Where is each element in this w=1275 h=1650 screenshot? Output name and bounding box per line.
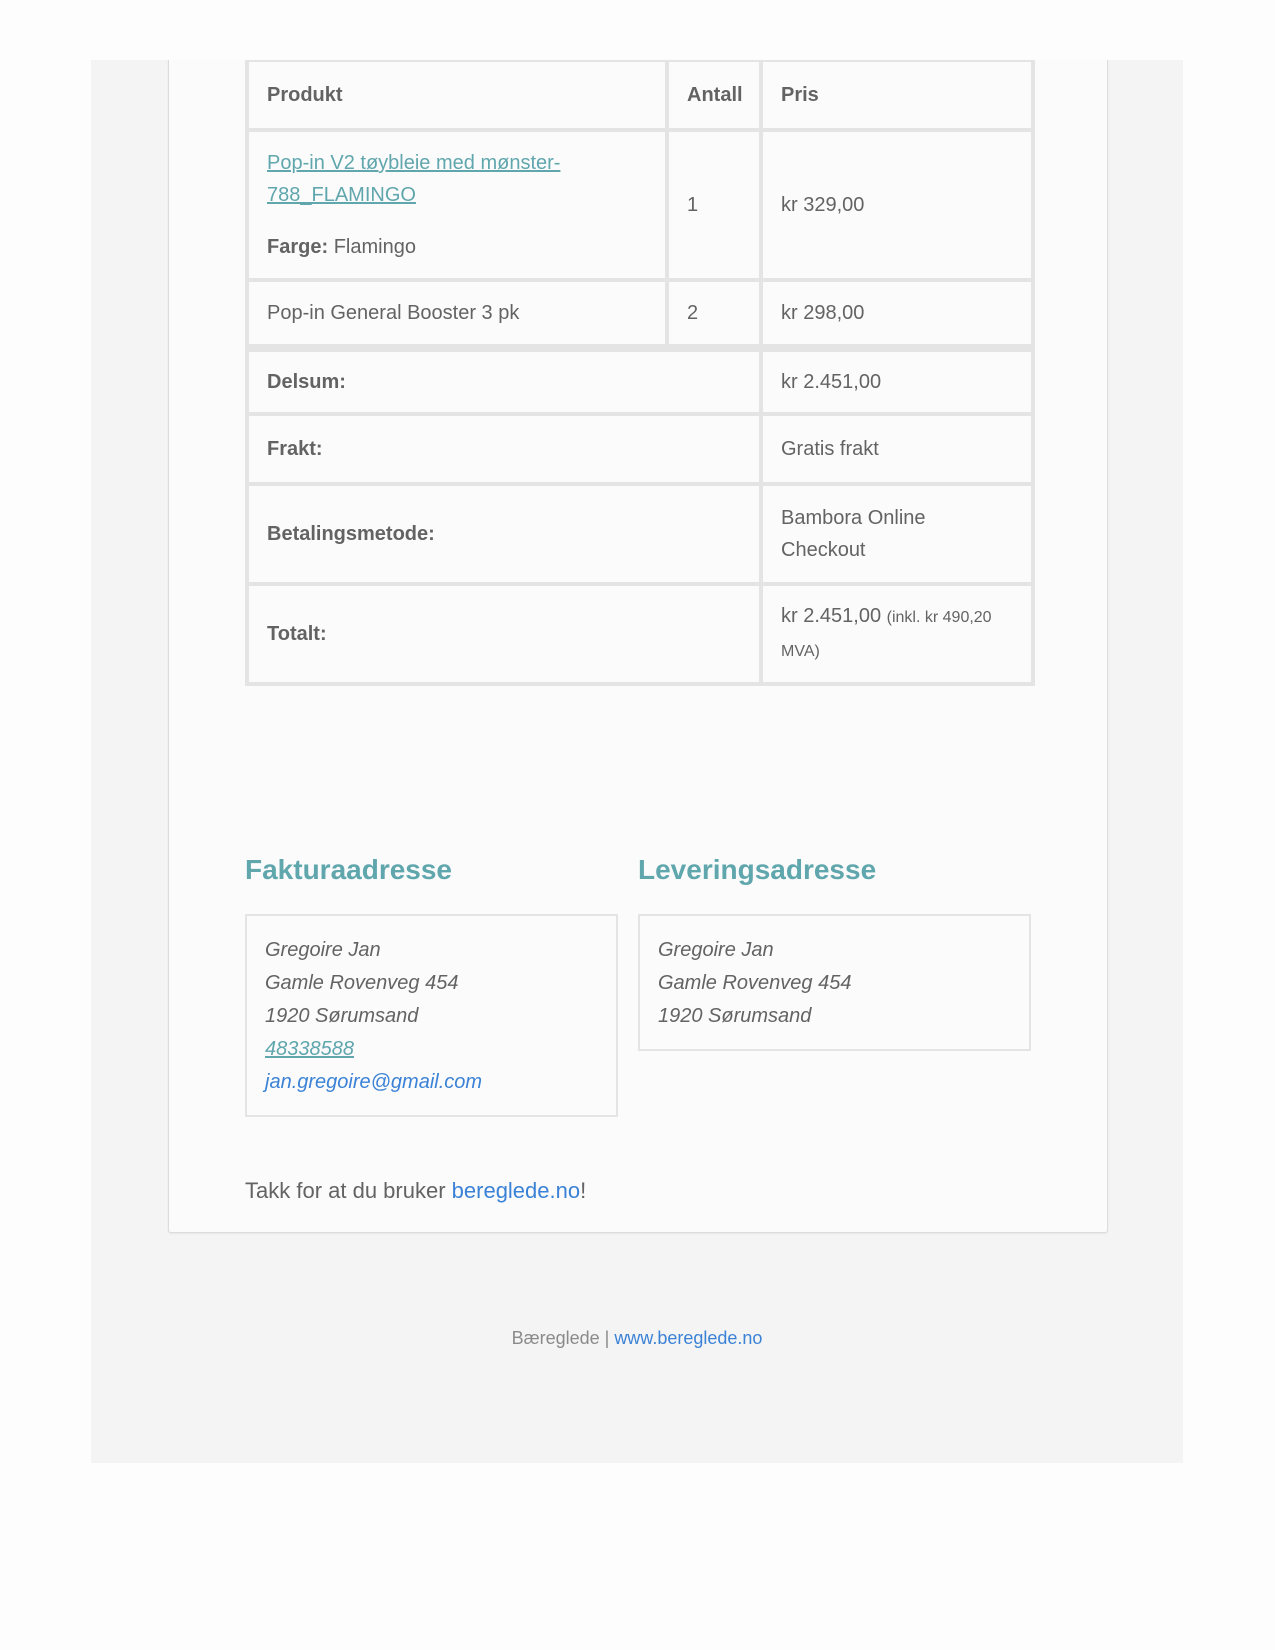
- subtotal-value: kr 2.451,00: [761, 346, 1033, 414]
- billing-address-column: [245, 852, 638, 1093]
- shipping-row: [247, 414, 1033, 484]
- price-cell: kr 329,00: [761, 130, 1033, 280]
- payment-method-label: Betalingsmetode:: [247, 484, 761, 584]
- product-meta-label: Farge:: [267, 236, 329, 258]
- subtotal-row: [247, 346, 1033, 414]
- total-tax-note: (inkl. kr 490,20 MVA): [781, 609, 992, 660]
- shipping-city: 1920 Sørumsand: [658, 1005, 812, 1027]
- product-cell: [247, 130, 667, 280]
- billing-street: Gamle Rovenveg 454: [265, 972, 459, 994]
- product-cell: Pop-in General Booster 3 pk: [247, 280, 667, 346]
- billing-address-title: Fakturaadresse: [245, 854, 453, 885]
- billing-address-box: [245, 914, 618, 1117]
- email-footer: [91, 1328, 1183, 1349]
- email-content: [245, 60, 1031, 1203]
- shipping-value: Gratis frakt: [761, 414, 1033, 484]
- payment-method-row: [247, 484, 1033, 584]
- payment-method-value: Bambora Online Checkout: [761, 484, 1033, 584]
- billing-email-link[interactable]: jan.gregoire@gmail.com: [265, 1071, 483, 1093]
- shipping-address-column: [638, 852, 1031, 1027]
- thank-you-suffix: !: [580, 1178, 587, 1203]
- table-header-row: [247, 60, 1033, 130]
- qty-cell: 1: [667, 130, 761, 280]
- product-meta: [267, 231, 647, 263]
- product-link[interactable]: Pop-in V2 tøybleie med mønster-788_FLAMINGO: [267, 152, 561, 206]
- thank-you-prefix: Takk for at du bruker: [245, 1178, 452, 1203]
- table-row: [247, 280, 1033, 346]
- total-cell: [761, 584, 1033, 684]
- subtotal-label: Delsum:: [247, 346, 761, 414]
- shipping-label: Frakt:: [247, 414, 761, 484]
- shipping-name: Gregoire Jan: [658, 939, 774, 961]
- price-cell: kr 298,00: [761, 280, 1033, 346]
- billing-city: 1920 Sørumsand: [265, 1005, 419, 1027]
- total-label: Totalt:: [247, 584, 761, 684]
- total-value: kr 2.451,00: [781, 605, 882, 627]
- table-row: [247, 130, 1033, 280]
- column-header-product: Produkt: [247, 60, 667, 130]
- order-details-table: [245, 60, 1035, 686]
- total-row: [247, 584, 1033, 684]
- shipping-address-box: [638, 914, 1031, 1051]
- billing-phone-link[interactable]: 48338588: [265, 1038, 354, 1060]
- email-background: [91, 60, 1183, 1463]
- shipping-address-title: Leveringsadresse: [638, 854, 877, 885]
- product-meta-value: Flamingo: [333, 236, 416, 258]
- column-header-qty: Antall: [667, 60, 761, 130]
- footer-website-link[interactable]: www.bereglede.no: [614, 1328, 763, 1348]
- email-body-card: [168, 60, 1108, 1233]
- thank-you-message: [245, 1178, 586, 1204]
- shipping-street: Gamle Rovenveg 454: [658, 972, 852, 994]
- qty-cell: 2: [667, 280, 761, 346]
- site-link[interactable]: bereglede.no: [451, 1178, 581, 1203]
- footer-brand: Bæreglede |: [511, 1328, 615, 1348]
- billing-name: Gregoire Jan: [265, 939, 381, 961]
- column-header-price: Pris: [761, 60, 1033, 130]
